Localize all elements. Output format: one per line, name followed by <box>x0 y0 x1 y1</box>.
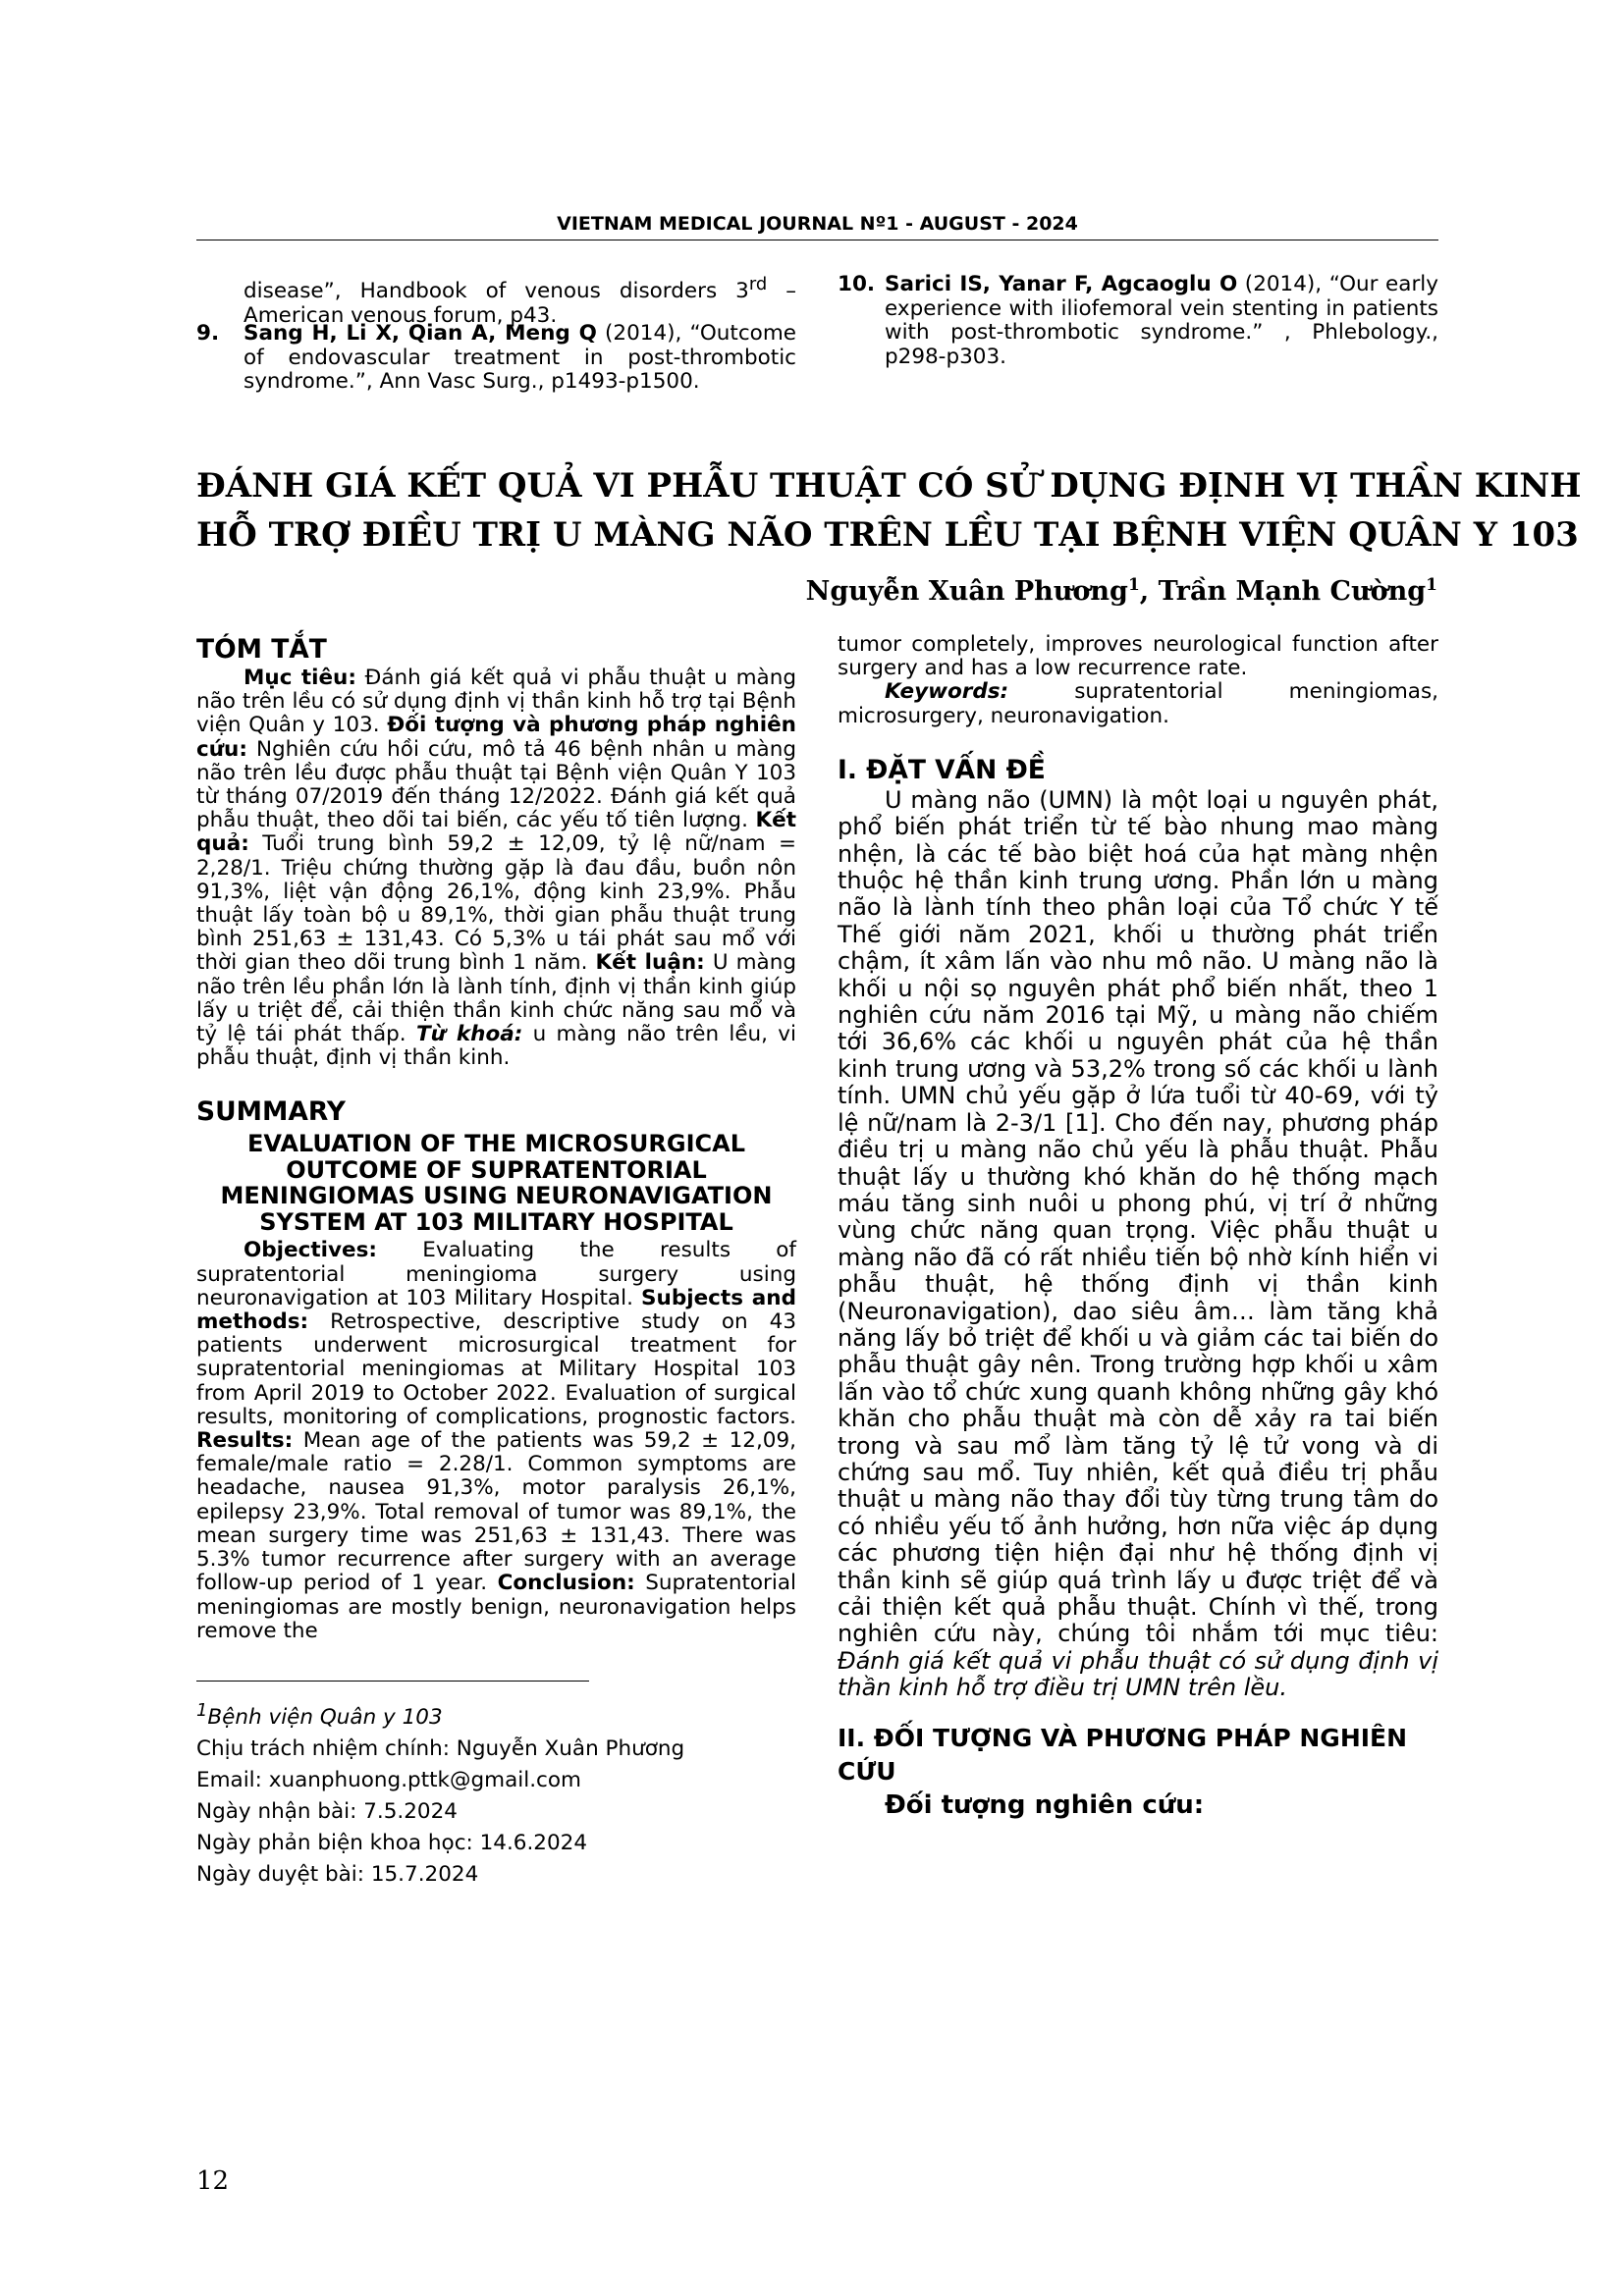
journal-running-header: VIETNAM MEDICAL JOURNAL Nº1 - AUGUST - 2024 <box>557 213 1078 235</box>
footnote-email: Email: xuanphuong.pttk@gmail.com <box>196 1768 581 1793</box>
summary-title: EVALUATION OF THE MICROSURGICAL OUTCOME OF SUPRATENTORIAL MENINGIOMAS USING NEURONAVIGATION SYSTEM AT 103 MILITARY HOSPITAL <box>220 1130 773 1236</box>
reference-authors: Sarici IS, Yanar F, Agcaoglu O <box>885 272 1238 296</box>
article-title-line: ĐÁNH GIÁ KẾT QUẢ VI PHẪU THUẬT CÓ SỬ DỤNG ĐỊNH VỊ THẦN KINH <box>196 466 1582 506</box>
section-2-heading: II. ĐỐI TƯỢNG VÀ PHƯƠNG PHÁP NGHIÊN CỨU <box>838 1723 1408 1786</box>
abstract-vi-body: Mục tiêu: Đánh giá kết quả vi phẫu thuật u màng não trên lều có sử dụng định vị thần kinh hỗ trợ tại Bệnh viện Quân y 103. Đối tượng và phương pháp nghiên cứu: Nghiên cứu hồi cứu, mô tả 46 bệnh nhân u màng não trên lều được phẫu thuật tại Bệnh viện Quân Y 103 từ tháng 07/2019 đến tháng 12/2022. Đánh giá kết quả phẫu thuật, theo dõi tai biến, các yếu tố tiên lượng. Kết quả: Tuổi trung bình 59,2 ± 12,09, tỷ lệ nữ/nam = 2,28/1. Triệu chứng thường gặp là đau đầu, buồn nôn 91,3%, liệt vận động 26,1%, động kinh 23,9%. Phẫu thuật lấy toàn bộ u 89,1%, thời gian phẫu thuật trung bình 251,63 ± 131,43. Có 5,3% u tái phát sau mổ với thời gian theo dõi trung bình 1 năm. Kết luận: U màng não trên lều phần lớn là lành tính, định vị thần kinh giúp lấy u triệt để, cải thiện thần kinh chức năng sau mổ và tỷ lệ tái phát thấp. Từ khoá: u màng não trên lều, vi phẫu thuật, định vị thần kinh. <box>196 666 796 1071</box>
summary-body-part: Supratentorial meningiomas are mostly benign, neuronavigation helps remove the <box>196 1571 796 1643</box>
reference-continuation <box>244 273 796 328</box>
author-name: Trần Mạnh Cường <box>1158 576 1427 607</box>
abstract-vi-heading: TÓM TẮT <box>196 634 327 665</box>
footnote-received: Ngày nhận bài: 7.5.2024 <box>196 1799 458 1825</box>
section-1-body: U màng não (UMN) là một loại u nguyên phát, phổ biến phát triển từ tế bào nhung mao màng nhện, là các tế bào biệt hoá của hạt màng nhện thuộc hệ thần kinh trung ương. Phần lớn u màng não là lành tính theo phân loại của Tổ chức Y tế Thế giới năm 2021, khối u thường phát triển chậm, ít xâm lấn vào nhu mô não. U màng não là khối u nội sọ nguyên phát phổ biến nhất, theo 1 nghiên cứu năm 2016 tại Mỹ, u màng não chiếm tới 36,6% các khối u nguyên phát của hệ thần kinh trung ương và 53,2% trong số các khối u lành tính. UMN chủ yếu gặp ở lứa tuổi từ 40-69, với tỷ lệ nữ/nam là 2-3/1 [1]. Cho đến nay, phương pháp điều trị u màng não chủ yếu là phẫu thuật. Phẫu thuật lấy u thường khó khăn do hệ thống mạch máu tăng sinh nuôi u phong phú, vị trí ở những vùng chức năng quan trọng. Việc phẫu thuật u màng não đã có rất nhiều tiến bộ nhờ kính hiển vi phẫu thuật, hệ thống định vị thần kinh (Neuronavigation), dao siêu âm… làm tăng khả năng lấy bỏ triệt để khối u và giảm các tai biến do phẫu thuật gây nên. Trong trường hợp khối u xâm lấn vào tổ chức xung quanh không những gây khó khăn cho phẫu thuật mà còn dễ xảy ra tai biến trong và sau mổ làm tăng tỷ lệ tử vong và di chứng sau mổ. Tuy nhiên, kết quả điều trị phẫu thuật u màng não thay đổi tùy từng trung tâm do có nhiều yếu tố ảnh hưởng, hơn nữa việc áp dụng các phương tiện hiện đại như hệ thống định vị thần kinh sẽ giúp quá trình lấy u được triệt để và cải thiện kết quả phẫu thuật. Chính vì thế, trong nghiên cứu này, chúng tôi nhắm tới mục tiêu: Đánh giá kết quả vi phẫu thuật có sử dụng định vị thần kinh hỗ trợ điều trị UMN trên lều. <box>838 785 1438 1702</box>
reference-number: 9. <box>196 321 220 346</box>
section-2-subheading: Đối tượng nghiên cứu: <box>885 1789 1205 1820</box>
author-line: Nguyễn Xuân Phương$^1$, Trần Mạnh Cường$^1$ <box>805 575 1437 607</box>
author-name: Nguyễn Xuân Phương <box>805 576 1128 607</box>
article-title <box>196 461 1582 560</box>
footnote-accepted: Ngày duyệt bài: 15.7.2024 <box>196 1862 479 1888</box>
right-column <box>838 633 1438 1822</box>
article-title-line: HỖ TRỢ ĐIỀU TRỊ U MÀNG NÃO TRÊN LỀU TẠI BỆNH VIỆN QUÂN Y 103 <box>196 515 1579 555</box>
page-number: 12 <box>196 2166 230 2196</box>
affiliation-mark: 1 <box>1127 575 1140 595</box>
reference-number: 10. <box>838 272 876 296</box>
summary-body-continued: tumor completely, improves neurological function after surgery and has a low recurrence rate. <box>838 632 1438 681</box>
summary-keywords: Keywords: supratentorial meningiomas, microsurgery, neuronavigation. <box>838 679 1438 728</box>
footnote-affiliation: $^1$Bệnh viện Quân y 103 <box>196 1699 443 1731</box>
footnote-corresponding: Chịu trách nhiệm chính: Nguyễn Xuân Phương <box>196 1736 685 1762</box>
study-goal: Đánh giá kết quả vi phẫu thuật có sử dụng định vị thần kinh hỗ trợ điều trị UMN trên lều. <box>838 1646 1438 1702</box>
reference-text: disease”, Handbook of venous disorders 3rd – American venous forum, p43. <box>244 274 796 328</box>
left-column <box>196 633 796 1891</box>
section-1-heading: I. ĐẶT VẤN ĐỀ <box>838 754 1046 785</box>
summary-body: Objectives: Evaluating the results of supratentorial meningioma surgery using neuronavigation at 103 Military Hospital. Subjects and methods: Retrospective, descriptive study on 43 patients underwent microsurgical treatment for supratentorial meningiomas at Military Hospital 103 from April 2019 to October 2022. Evaluation of surgical results, monitoring of complications, prognostic factors. Results: Mean age of the patients was 59,2 ± 12,09, female/male ratio = 2.28/1. Common symptoms are headache, nausea 91,3%, motor paralysis 26,1%, epilepsy 23,9%. Total removal of tumor was 89,1%, the mean surgery time was 251,63 ± 131,43. There was 5.3% tumor recurrence after surgery with an average follow-up period of 1 year. Conclusion: Supratentorial meningiomas are mostly benign, neuronavigation helps remove the <box>196 1238 796 1643</box>
reference-authors: Sang H, Li X, Qian A, Meng Q <box>244 321 597 346</box>
footnote-rule <box>196 1681 589 1682</box>
affiliation-mark: 1 <box>1426 575 1437 595</box>
reference-text: (2014), “Outcome of endovascular treatment in post-thrombotic syndrome.”, Ann Vasc Surg., p1493-p1500. <box>244 321 796 394</box>
footnote-reviewed: Ngày phản biện khoa học: 14.6.2024 <box>196 1831 588 1856</box>
summary-heading: SUMMARY <box>196 1096 346 1128</box>
reference-text: (2014), “Our early experience with iliofemoral vein stenting in patients with post-thrombotic syndrome.” , Phlebology., p298-p303. <box>885 272 1438 369</box>
reference-item <box>196 321 796 395</box>
reference-item <box>838 272 1438 369</box>
